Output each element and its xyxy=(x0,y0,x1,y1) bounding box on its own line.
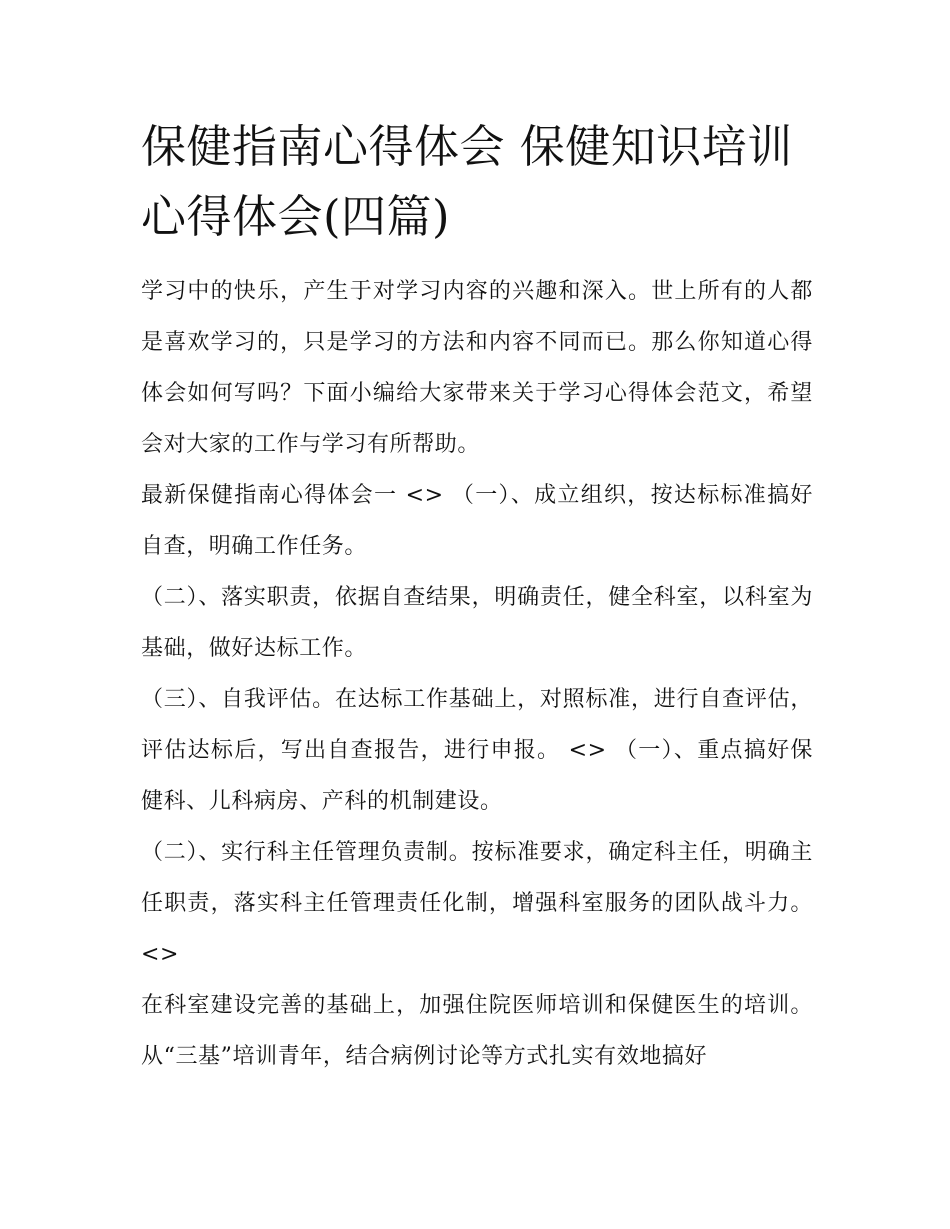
body-paragraph: （二）、落实职责，依据自查结果，明确责任，健全科室，以科室为基础，做好达标工作。 xyxy=(141,585,813,661)
document-content xyxy=(141,112,813,1082)
body-paragraph: 在科室建设完善的基础上，加强住院医师培训和保健医生的培训。从“三基”培训青年，结合病例讨论等方式扎实有效地搞好 xyxy=(141,993,813,1069)
intro-paragraph: 学习中的快乐，产生于对学习内容的兴趣和深入。世上所有的人都是喜欢学习的，只是学习的方法和内容不同而已。那么你知道心得体会如何写吗？下面小编给大家带来关于学习心得体会范文，希望会对大家的工作与学习有所帮助。 xyxy=(141,279,813,457)
body-paragraph: （二）、实行科主任管理负责制。按标准要求，确定科主任，明确主任职责，落实科主任管理责任化制，增强科室服务的团队战斗力。 <> xyxy=(141,840,813,967)
document-body xyxy=(141,266,813,1082)
document-title: 保健指南心得体会 保健知识培训心得体会(四篇) xyxy=(141,120,793,243)
body-paragraph: 最新保健指南心得体会一 <> （一）、成立组织，按达标标准搞好自查，明确工作任务。 xyxy=(141,483,813,559)
body-paragraph: （三）、自我评估。在达标工作基础上，对照标准，进行自查评估，评估达标后，写出自查报告，进行申报。 <> （一）、重点搞好保健科、儿科病房、产科的机制建设。 xyxy=(141,687,813,814)
